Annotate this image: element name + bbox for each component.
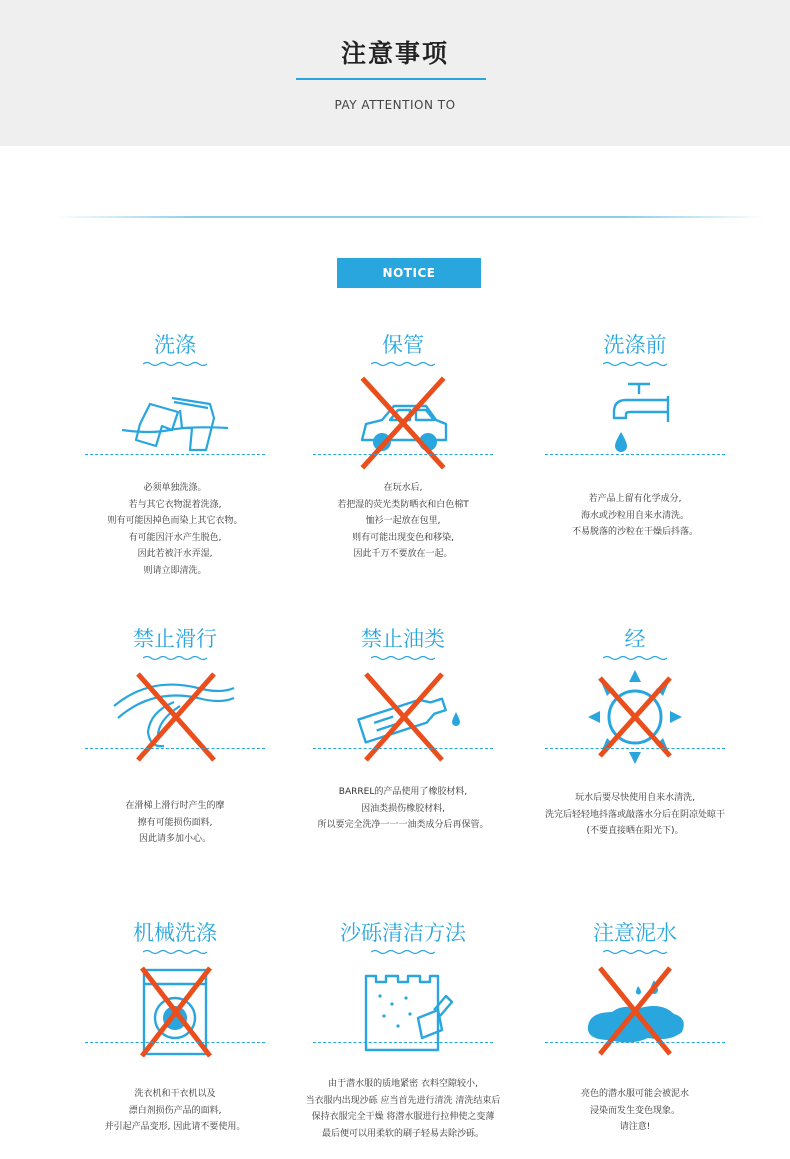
care-item-sun [505, 624, 765, 914]
wave-decoration [603, 949, 667, 955]
oil-bottle-crossed-icon [338, 662, 468, 772]
page-subtitle: PAY ATTENTION TO [334, 98, 456, 112]
sun-crossed-icon [570, 662, 700, 772]
care-item-description: 亮色的潜水服可能会被泥水 浸染而发生变色现象。 请注意! [580, 1089, 689, 1132]
dashed-divider [545, 748, 725, 749]
section-divider [54, 216, 766, 218]
wave-decoration [371, 949, 435, 955]
care-item-sand-cleaning [273, 918, 533, 1159]
care-item-no-oil [273, 624, 533, 914]
care-item-description: 若产品上留有化学成分, 海水或沙粒用自来水清洗。 不易脱落的沙粒在干燥后抖落。 [571, 494, 698, 537]
care-item-title: 注意泥水 [593, 921, 677, 945]
dashed-divider [313, 454, 493, 455]
dashed-divider [545, 1042, 725, 1043]
car-crossed-icon [338, 368, 468, 478]
care-item-description: 洗衣机和干衣机以及 漂白剂损伤产品的面料, 并引起产品变形, 因此请不要使用。 [104, 1089, 246, 1132]
care-item-before-washing [505, 330, 765, 620]
sand-bucket-icon [338, 956, 468, 1066]
dashed-divider [85, 748, 265, 749]
page-title: 注意事项 [340, 39, 449, 68]
care-item-title: 洗涤 [154, 333, 196, 357]
care-item-washing [45, 330, 305, 620]
dashed-divider [545, 454, 725, 455]
care-item-title: 机械洗涤 [133, 921, 217, 945]
care-item-title: 经 [624, 627, 646, 651]
dashed-divider [313, 1042, 493, 1043]
title-underline [296, 78, 486, 80]
washing-machine-crossed-icon [110, 956, 240, 1066]
wave-decoration [603, 361, 667, 367]
dashed-divider [85, 454, 265, 455]
care-item-muddy-water [505, 918, 765, 1159]
wave-decoration [143, 655, 207, 661]
faucet-icon [570, 368, 700, 478]
dashed-divider [85, 1042, 265, 1043]
wave-decoration [143, 361, 207, 367]
care-item-title: 洗涤前 [603, 333, 667, 357]
notice-banner: NOTICE [337, 258, 481, 288]
wave-decoration [371, 655, 435, 661]
swimwear-shorts-icon [110, 368, 240, 478]
care-item-title: 禁止滑行 [133, 627, 217, 651]
dashed-divider [313, 748, 493, 749]
water-slide-crossed-icon [110, 662, 240, 772]
page-header [0, 0, 790, 146]
wave-decoration [371, 361, 435, 367]
care-item-machine-washing [45, 918, 305, 1159]
care-item-title: 禁止油类 [361, 627, 445, 651]
care-item-title: 沙砾清洁方法 [340, 921, 466, 945]
care-item-description: 在玩水后, 若把湿的荧光类防晒衣和白色棉T 恤衫一起放在包里, 则有可能出现变色和移染, 因此千万不要放在一起。 [337, 483, 469, 559]
care-item-description: 必须单独洗涤。 若与其它衣物混着洗涤, 则有可能因掉色而染上其它衣物。 有可能因汗水产生脱色, 因此若被汗水弄湿, 则请立即清洗。 [107, 483, 243, 576]
mud-puddle-crossed-icon [570, 956, 700, 1066]
care-item-no-sliding [45, 624, 305, 914]
wave-decoration [603, 655, 667, 661]
care-item-storage [273, 330, 533, 620]
care-item-description: 玩水后要尽快使用自来水清洗, 洗完后轻轻地抖落或敲落水分后在阴凉处晾干 (不要直接晒在阳光下)。 [544, 793, 725, 836]
wave-decoration [143, 949, 207, 955]
care-item-description: 由于潜水服的质地紧密 衣料空隙较小, 当衣服内出现沙砾 应当首先进行清洗 清洗结束后 保持衣服完全干燥 将潜水服进行拉伸使之变薄 最后便可以用柔软的刷子轻易去除沙砾。 [305, 1079, 501, 1139]
care-item-description: 在滑梯上滑行时产生的摩 擦有可能损伤面料, 因此请多加小心。 [125, 801, 225, 844]
care-item-description: BARREL的产品使用了橡胶材料, 因油类损伤橡胶材料, 所以要完全洗净一一一油类成分后再保管。 [317, 787, 489, 830]
care-item-title: 保管 [382, 333, 424, 357]
